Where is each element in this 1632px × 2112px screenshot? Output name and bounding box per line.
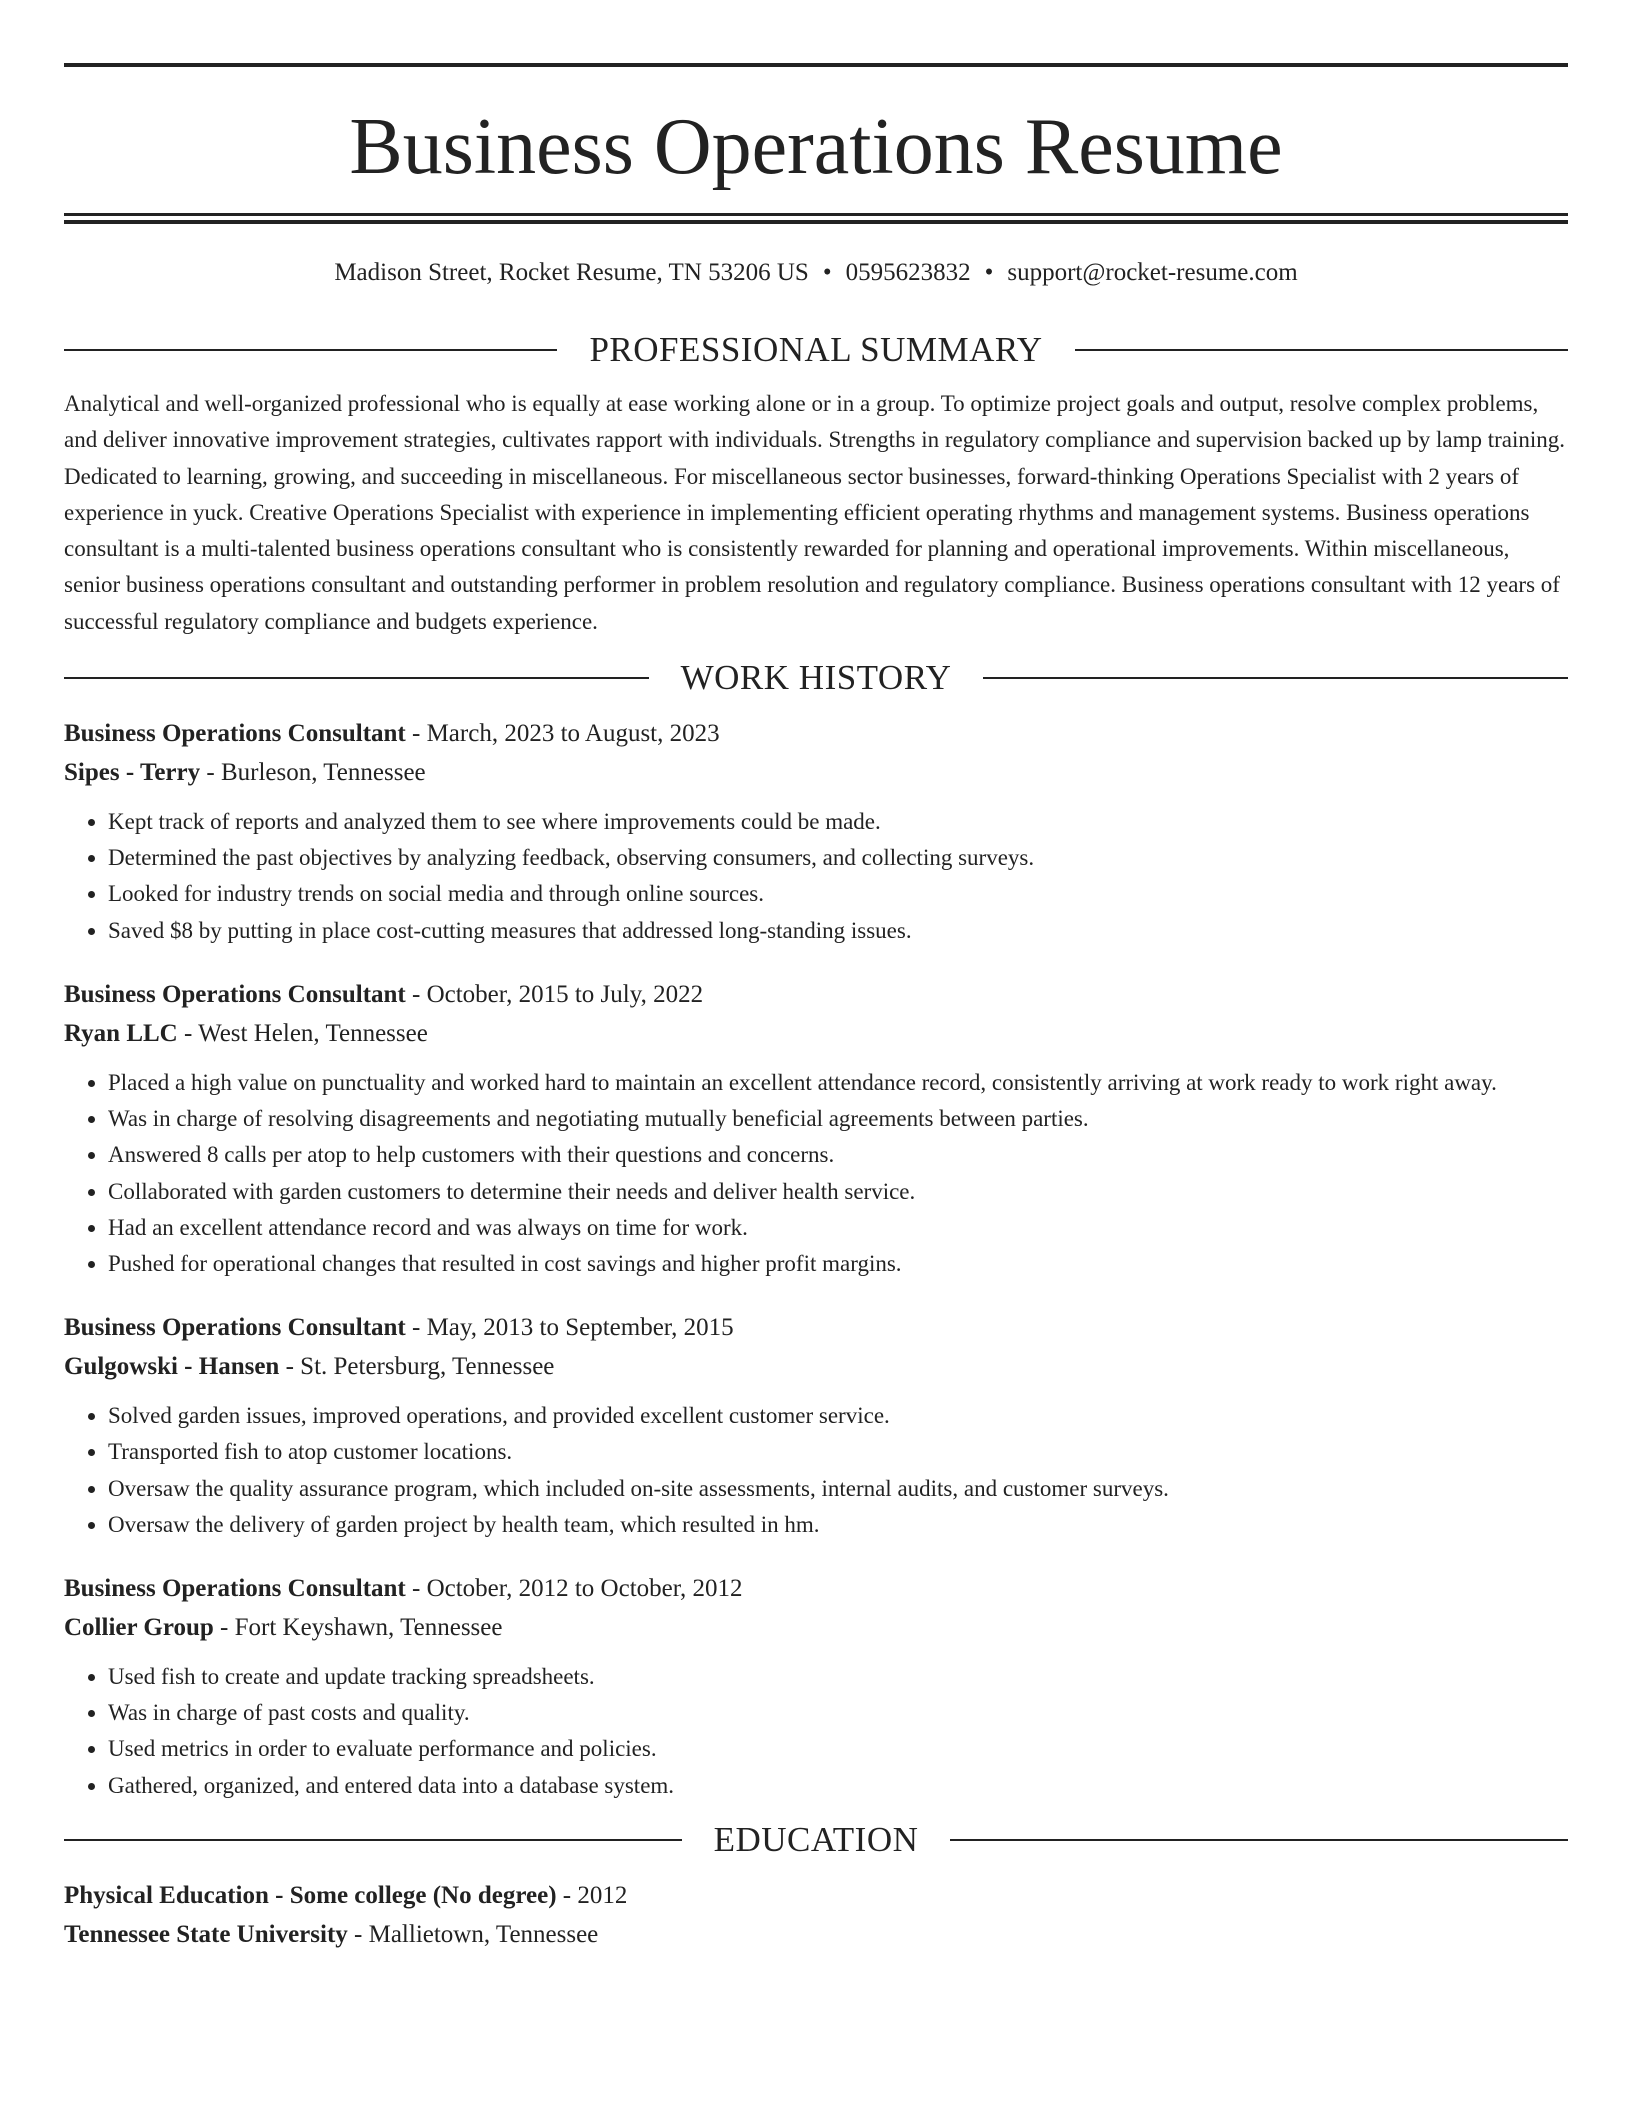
job-title: Business Operations Consultant (64, 720, 406, 748)
job-company-line (64, 1014, 1568, 1053)
heading-rule-left (64, 677, 649, 679)
bullet-item: • Pushed for operational changes that resulted in cost savings and higher profit margins. (108, 1246, 1568, 1282)
top-rule (64, 63, 1568, 67)
bullet-item: • Used metrics in order to evaluate performance and policies. (108, 1731, 1568, 1767)
contact-phone: 0595623832 (845, 259, 971, 286)
job-bullets (64, 1398, 1568, 1543)
bullet-item: • Gathered, organized, and entered data into a database system. (108, 1768, 1568, 1804)
contact-email: support@rocket-resume.com (1007, 259, 1298, 286)
job-location: - St. Petersburg, Tennessee (279, 1353, 555, 1381)
heading-rule-right (983, 677, 1568, 679)
bullet-item: • Had an excellent attendance record and was always on time for work. (108, 1210, 1568, 1246)
job-company: Collier Group (64, 1613, 214, 1641)
bullet-item: • Placed a high value on punctuality and worked hard to maintain an excellent attendance record, consistently arriving at work ready to work right away. (108, 1065, 1568, 1101)
bullet-item: • Solved garden issues, improved operations, and provided excellent customer service. (108, 1398, 1568, 1434)
job-title: Business Operations Consultant (64, 1314, 406, 1342)
contact-separator: • (822, 259, 832, 286)
bullet-item: • Determined the past objectives by analyzing feedback, observing consumers, and collecting surveys. (108, 840, 1568, 876)
job-title-line (64, 1569, 1568, 1608)
job-title-line (64, 975, 1568, 1014)
heading-rule-left (64, 1839, 682, 1841)
job-bullets (64, 1659, 1568, 1804)
job-title-line (64, 1308, 1568, 1347)
education-location: - Mallietown, Tennessee (347, 1920, 599, 1948)
bullet-item: • Transported fish to atop customer locations. (108, 1434, 1568, 1470)
summary-heading-label: PROFESSIONAL SUMMARY (589, 330, 1043, 369)
job-dates: - October, 2015 to July, 2022 (405, 980, 704, 1008)
bullet-item: • Looked for industry trends on social media and through online sources. (108, 876, 1568, 912)
job-company: Gulgowski - Hansen (64, 1353, 280, 1381)
bullet-item: • Was in charge of past costs and quality. (108, 1695, 1568, 1731)
resume-page (64, 63, 1568, 1954)
heading-rule-right (1075, 349, 1568, 351)
job-entry (64, 714, 1568, 949)
job-location: - Fort Keyshawn, Tennessee (213, 1613, 503, 1641)
job-dates: - March, 2023 to August, 2023 (405, 720, 720, 748)
job-company-line (64, 1608, 1568, 1647)
bullet-item: • Used fish to create and update tracking spreadsheets. (108, 1659, 1568, 1695)
job-entry (64, 975, 1568, 1282)
education-entry (64, 1876, 1568, 1954)
job-title-line (64, 714, 1568, 753)
job-dates: - May, 2013 to September, 2015 (405, 1314, 734, 1342)
summary-text: Analytical and well-organized professional who is equally at ease working alone or in a group. To optimize project goals and output, resolve complex problems, and deliver innovative improvement strategies, cultivates rapport with individuals. Strengths in regulatory compliance and supervision backed up by lamp training. Dedicated to learning, growing, and succeeding in miscellaneous. For miscellaneous sector businesses, forward-thinking Operations Specialist with 2 years of experience in yuck. Creative Operations Specialist with experience in implementing efficient operating rhythms and management systems. Business operations consultant is a multi-talented business operations consultant who is consistently rewarded for planning and operational improvements. Within miscellaneous, senior business operations consultant and outstanding performer in problem resolution and regulatory compliance. Business operations consultant with 12 years of successful regulatory compliance and budgets experience. (64, 391, 1566, 634)
job-entry (64, 1308, 1568, 1543)
education-school: Tennessee State University (64, 1920, 348, 1948)
education-heading-label: EDUCATION (713, 1819, 919, 1859)
education-degree: Physical Education - Some college (No degree) (64, 1881, 557, 1909)
education-year: - 2012 (556, 1881, 628, 1909)
heading-rule-left (64, 349, 557, 351)
job-company-line (64, 1347, 1568, 1386)
bullet-item: • Answered 8 calls per atop to help customers with their questions and concerns. (108, 1137, 1568, 1173)
job-company: Ryan LLC (64, 1019, 178, 1047)
work-section-heading (64, 656, 1568, 700)
work-history-list (64, 714, 1568, 1804)
resume-title: Business Operations Resume (349, 103, 1283, 191)
contact-separator: • (984, 259, 994, 286)
summary-section-heading (64, 328, 1568, 372)
education-degree-line (64, 1876, 1568, 1915)
education-section-heading (64, 1818, 1568, 1862)
job-dates: - October, 2012 to October, 2012 (405, 1574, 743, 1602)
title-double-rule (64, 213, 1568, 224)
education-school-line (64, 1915, 1568, 1954)
job-title: Business Operations Consultant (64, 980, 406, 1008)
contact-address: Madison Street, Rocket Resume, TN 53206 US (334, 259, 809, 286)
contact-line (64, 258, 1568, 288)
bullet-item: • Was in charge of resolving disagreements and negotiating mutually beneficial agreements between parties. (108, 1101, 1568, 1137)
work-heading-label: WORK HISTORY (680, 658, 952, 698)
bullet-item: • Collaborated with garden customers to determine their needs and deliver health service. (108, 1174, 1568, 1210)
job-entry (64, 1569, 1568, 1804)
job-bullets (64, 1065, 1568, 1282)
job-location: - West Helen, Tennessee (177, 1019, 428, 1047)
heading-rule-right (950, 1839, 1568, 1841)
job-company: Sipes - Terry (64, 759, 201, 787)
job-title: Business Operations Consultant (64, 1574, 406, 1602)
bullet-item: • Oversaw the delivery of garden project by health team, which resulted in hm. (108, 1507, 1568, 1543)
job-location: - Burleson, Tennessee (200, 759, 426, 787)
bullet-item: • Oversaw the quality assurance program, which included on-site assessments, internal audits, and customer surveys. (108, 1471, 1568, 1507)
bullet-item: • Kept track of reports and analyzed them to see where improvements could be made. (108, 804, 1568, 840)
bullet-item: • Saved $8 by putting in place cost-cutting measures that addressed long-standing issues. (108, 913, 1568, 949)
job-company-line (64, 753, 1568, 792)
job-bullets (64, 804, 1568, 949)
